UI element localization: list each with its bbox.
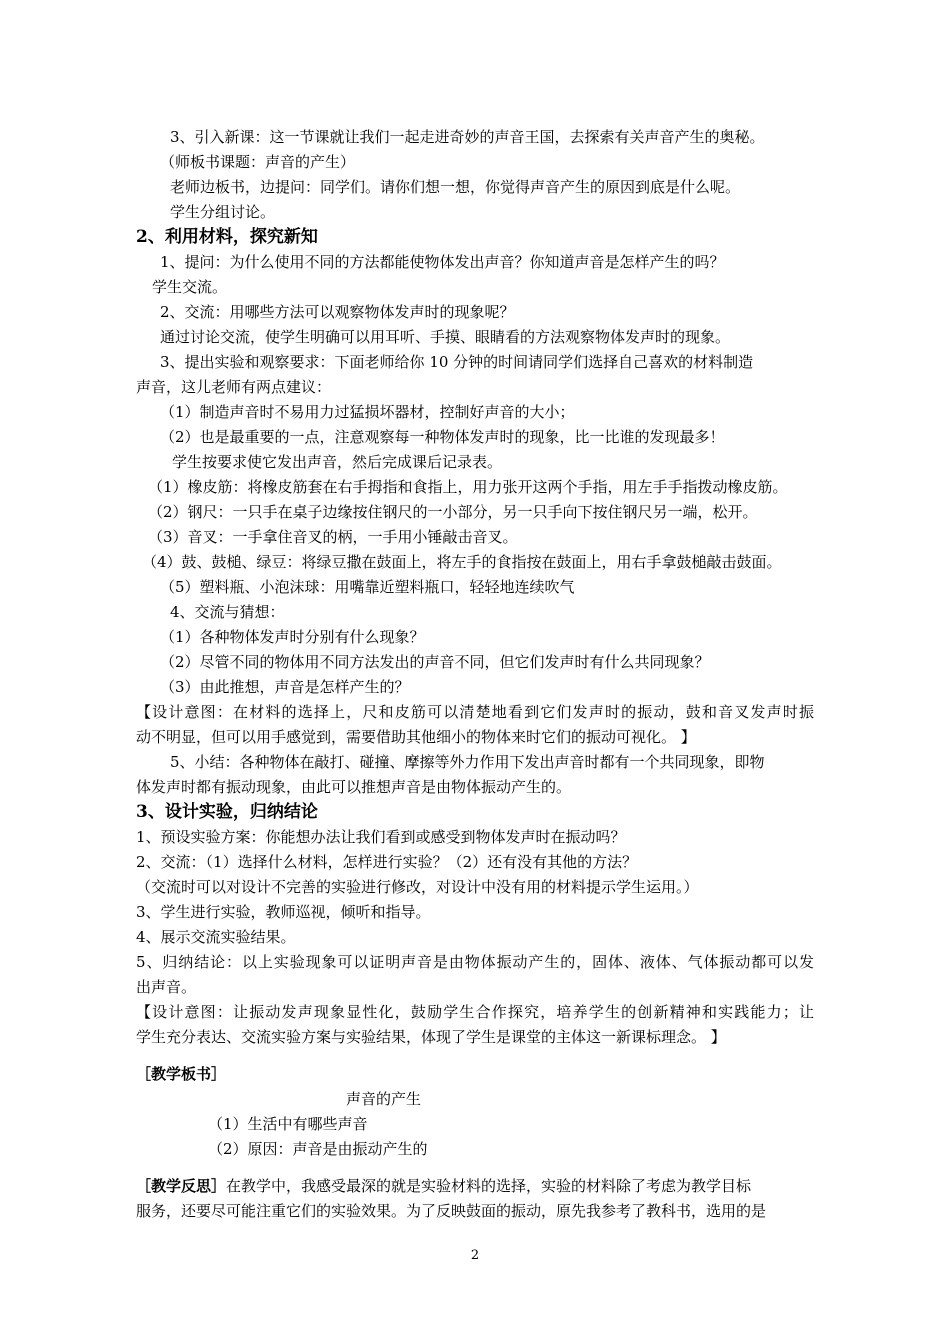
text-line: 出声音。	[136, 978, 197, 996]
text-line: 4、交流与猜想：	[170, 603, 285, 621]
text-line: （2）钢尺：一只手在桌子边缘按住钢尺的一小部分，另一只手向下按住钢尺另一端，松开。	[148, 503, 758, 521]
text-line: 【设计意图：让振动发声现象显性化，鼓励学生合作探究，培养学生的创新精神和实践能力；让	[136, 1003, 814, 1021]
text-line: 声音，这儿老师有两点建议：	[136, 378, 332, 396]
text-line: 通过讨论交流，使学生明确可以用耳听、手摸、眼睛看的方法观察物体发声时的现象。	[160, 328, 731, 346]
text-line: 服务，还要尽可能注重它们的实验效果。为了反映鼓面的振动，原先我参考了教科书，选用的是	[136, 1202, 767, 1220]
text-line: （2）也是最重要的一点，注意观察每一种物体发声时的现象，比一比谁的发现最多！	[160, 428, 725, 446]
text-line: （1）各种物体发声时分别有什么现象？	[160, 628, 425, 646]
text-span: 在教学中，我感受最深的就是实验材料的选择，实验的材料除了考虑为教学目标	[226, 1177, 752, 1195]
text-line: 学生分组讨论。	[170, 203, 276, 221]
text-line: 【设计意图：在材料的选择上，尺和皮筋可以清楚地看到它们发声时的振动，鼓和音叉发声时振	[136, 703, 814, 721]
text-line: （师板书课题：声音的产生）	[160, 153, 356, 171]
text-line: （5）塑料瓶、小泡沫球：用嘴靠近塑料瓶口，轻轻地连续吹气	[160, 578, 575, 596]
text-line: 动不明显，但可以用手感觉到，需要借助其他细小的物体来时它们的振动可视化。 】	[136, 728, 696, 746]
text-line: （1）橡皮筋：将橡皮筋套在右手拇指和食指上，用力张开这两个手指，用左手手指拨动橡皮筋。	[148, 478, 788, 496]
text-line: （3）由此推想，声音是怎样产生的？	[160, 678, 410, 696]
text-line: （3）音叉：一手拿住音叉的柄，一手用小锤敲击音叉。	[148, 528, 518, 546]
section-heading: 3、设计实验，归纳结论	[136, 802, 318, 822]
section-heading: 2、利用材料，探究新知	[136, 227, 318, 247]
text-line: 1、预设实验方案：你能想办法让我们看到或感受到物体发声时在振动吗？	[136, 828, 626, 846]
text-line: （2）尽管不同的物体用不同方法发出的声音不同，但它们发声时有什么共同现象？	[160, 653, 710, 671]
text-line: （交流时可以对设计不完善的实验进行修改，对设计中没有用的材料提示学生运用。）	[136, 878, 699, 896]
text-line: 体发声时都有振动现象，由此可以推想声音是由物体振动产生的。	[136, 778, 572, 796]
text-line: 2、交流：（1）选择什么材料，怎样进行实验？（2）还有没有其他的方法？	[136, 853, 638, 871]
text-line: 5、归纳结论：以上实验现象可以证明声音是由物体振动产生的，固体、液体、气体振动都可以发	[136, 953, 814, 971]
text-line: 4、展示交流实验结果。	[136, 928, 296, 946]
text-line: 学生交流。	[152, 278, 228, 296]
text-line: 1、提问：为什么使用不同的方法都能使物体发出声音？你知道声音是怎样产生的吗？	[160, 253, 725, 271]
reflection-paragraph-line	[136, 1175, 814, 1197]
text-line: 学生充分表达、交流实验方案与实验结果，体现了学生是课堂的主体这一新课标理念。 】	[136, 1028, 726, 1046]
text-line: 老师边板书，边提问：同学们。请你们想一想，你觉得声音产生的原因到底是什么呢。	[170, 178, 741, 196]
reflection-heading: ［教学反思］	[136, 1177, 227, 1195]
text-line: 5、小结：各种物体在敲打、碰撞、摩擦等外力作用下发出声音时都有一个共同现象，即物	[170, 753, 765, 771]
board-item: （2）原因：声音是由振动产生的	[208, 1140, 428, 1158]
board-title: 声音的产生	[346, 1090, 422, 1108]
board-item: （1）生活中有哪些声音	[208, 1115, 368, 1133]
text-line: 3、引入新课：这一节课就让我们一起走进奇妙的声音王国，去探索有关声音产生的奥秘。	[170, 128, 765, 146]
page-number: 2	[470, 1248, 480, 1263]
board-heading: ［教学板书］	[136, 1065, 227, 1083]
text-line: 3、提出实验和观察要求：下面老师给你 10 分钟的时间请同学们选择自己喜欢的材料制造	[160, 353, 754, 371]
text-line: （4）鼓、鼓槌、绿豆：将绿豆撒在鼓面上，将左手的食指按在鼓面上，用右手拿鼓槌敲击鼓面。	[142, 553, 782, 571]
text-line: 学生按要求使它发出声音，然后完成课后记录表。	[172, 453, 503, 471]
text-line: 2、交流：用哪些方法可以观察物体发声时的现象呢？	[160, 303, 515, 321]
text-line: （1）制造声音时不易用力过猛损坏器材，控制好声音的大小；	[160, 403, 575, 421]
text-line: 3、学生进行实验，教师巡视，倾听和指导。	[136, 903, 431, 921]
